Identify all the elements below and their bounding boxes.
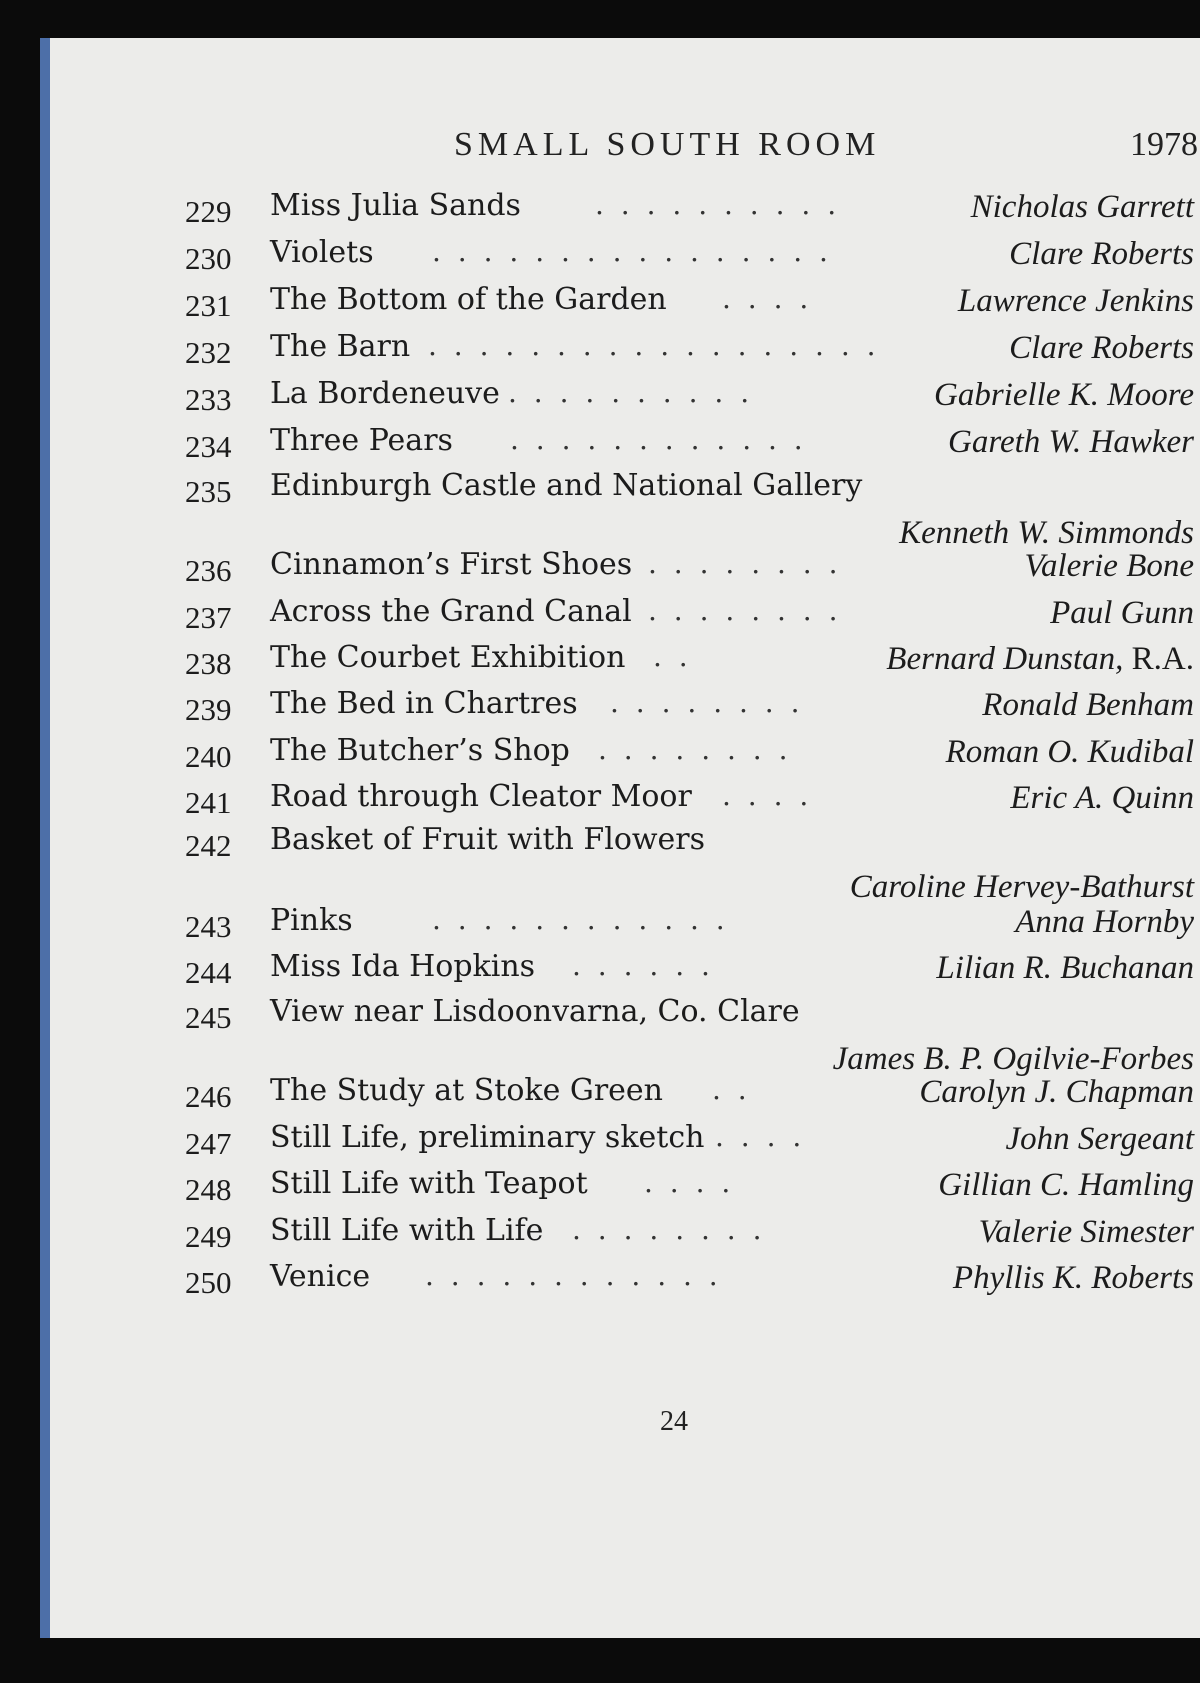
entry-title: Across the Grand Canal <box>270 594 632 629</box>
entry-row <box>50 901 1200 947</box>
entry-number: 235 <box>185 474 232 509</box>
dot-leader: . . <box>712 1073 751 1106</box>
entry-row <box>50 638 1200 684</box>
entry-artist: Gabrielle K. Moore <box>934 377 1194 413</box>
dot-leader: . . . . . . . . <box>598 733 792 766</box>
entry-number: 243 <box>185 909 232 944</box>
entry-number: 242 <box>185 828 232 863</box>
entry-number: 231 <box>185 288 232 323</box>
entry-row <box>50 947 1200 993</box>
entry-row <box>50 233 1200 279</box>
entry-row <box>50 731 1200 777</box>
entry-row <box>50 186 1200 232</box>
entry-artist: John Sergeant <box>1005 1121 1194 1157</box>
entry-title: Cinnamon’s First Shoes <box>270 547 633 582</box>
dot-leader: . . . . . . . . . . <box>595 188 841 221</box>
entry-title: The Bottom of the Garden <box>270 282 667 317</box>
dot-leader: . . . . . . . . <box>610 686 804 719</box>
entry-row <box>50 1118 1200 1164</box>
entry-row <box>50 820 1200 905</box>
dot-leader: . . . . . . . . . . . . . . . . <box>432 235 832 268</box>
entry-artist: Roman O. Kudibal <box>945 734 1194 770</box>
entry-artist: Valerie Simester <box>978 1214 1194 1250</box>
dot-leader: . . . . . . . . . . . . <box>510 423 807 456</box>
catalogue-page <box>40 38 1200 1638</box>
entry-row <box>50 992 1200 1077</box>
entry-title: Still Life with Life <box>270 1213 544 1248</box>
room-title: SMALL SOUTH ROOM <box>454 126 881 163</box>
page-header <box>50 126 1200 176</box>
entry-title: Violets <box>270 235 374 270</box>
entry-number: 244 <box>185 955 232 990</box>
entry-artist: Eric A. Quinn <box>1010 780 1194 816</box>
entry-number: 236 <box>185 553 232 588</box>
entry-title: View near Lisdoonvarna, Co. Clare <box>270 994 800 1029</box>
entry-artist: Ronald Benham <box>982 687 1194 723</box>
entry-number: 246 <box>185 1079 232 1114</box>
entry-artist: Carolyn J. Chapman <box>919 1074 1194 1110</box>
dot-leader: . . . . . . . . . . <box>508 376 754 409</box>
entry-row <box>50 1164 1200 1210</box>
entry-artist: Bernard Dunstan, R.A. <box>886 641 1194 677</box>
entry-number: 247 <box>185 1126 232 1161</box>
entry-number: 245 <box>185 1000 232 1035</box>
dot-leader: . . . . <box>722 779 813 812</box>
entry-artist: James B. P. Ogilvie-Forbes <box>832 1041 1194 1077</box>
entry-number: 233 <box>185 382 232 417</box>
entry-artist: Clare Roberts <box>1009 330 1194 366</box>
entry-row <box>50 374 1200 420</box>
entry-artist: Phyllis K. Roberts <box>952 1260 1194 1296</box>
dot-leader: . . . . . . . . . . . . <box>432 903 729 936</box>
entry-title: Miss Julia Sands <box>270 188 521 223</box>
artist-suffix: R.A. <box>1123 641 1194 677</box>
dot-leader: . . . . <box>722 282 813 315</box>
entry-artist: Clare Roberts <box>1009 236 1194 272</box>
dot-leader: . . . . . . . . <box>572 1213 766 1246</box>
entry-title: Three Pears <box>270 423 453 458</box>
page-number: 24 <box>660 1406 688 1437</box>
entry-title: The Courbet Exhibition <box>270 640 626 675</box>
entry-title: Venice <box>270 1259 371 1294</box>
entry-artist: Paul Gunn <box>1050 595 1194 631</box>
entry-title: La Bordeneuve <box>270 376 500 411</box>
entry-title: Pinks <box>270 903 353 938</box>
entry-row <box>50 421 1200 467</box>
entry-row <box>50 777 1200 823</box>
dot-leader: . . . . <box>715 1120 806 1153</box>
entry-title: Road through Cleator Moor <box>270 779 692 814</box>
dot-leader: . . <box>653 640 692 673</box>
entry-number: 229 <box>185 194 232 229</box>
entry-number: 238 <box>185 646 232 681</box>
entry-row <box>50 545 1200 591</box>
entry-title: Miss Ida Hopkins <box>270 949 536 984</box>
dot-leader: . . . . . . . . . . . . . . . . . . <box>428 329 880 362</box>
entry-title: Still Life with Teapot <box>270 1166 588 1201</box>
entry-number: 232 <box>185 335 232 370</box>
entry-artist: Anna Hornby <box>1015 904 1194 940</box>
entry-number: 234 <box>185 429 232 464</box>
entry-row <box>50 1211 1200 1257</box>
dot-leader: . . . . <box>644 1166 735 1199</box>
entry-row <box>50 1257 1200 1303</box>
entry-row <box>50 592 1200 638</box>
entry-number: 230 <box>185 241 232 276</box>
entry-title: Basket of Fruit with Flowers <box>270 822 706 857</box>
entry-number: 248 <box>185 1172 232 1207</box>
entry-row <box>50 280 1200 326</box>
entry-artist: Lilian R. Buchanan <box>936 950 1194 986</box>
entry-artist: Kenneth W. Simmonds <box>899 515 1194 551</box>
entry-number: 239 <box>185 692 232 727</box>
entry-title: The Study at Stoke Green <box>270 1073 663 1108</box>
entry-artist: Caroline Hervey-Bathurst <box>849 869 1194 905</box>
entry-title: The Barn <box>270 329 411 364</box>
year: 1978 <box>1130 126 1198 163</box>
entry-row <box>50 684 1200 730</box>
entry-artist: Nicholas Garrett <box>970 189 1194 225</box>
entry-number: 240 <box>185 739 232 774</box>
entry-row <box>50 327 1200 373</box>
entry-title: Edinburgh Castle and National Gallery <box>270 468 863 503</box>
entry-number: 249 <box>185 1219 232 1254</box>
entry-artist: Gillian C. Hamling <box>938 1167 1194 1203</box>
entry-artist: Valerie Bone <box>1024 548 1194 584</box>
entry-number: 241 <box>185 785 232 820</box>
dot-leader: . . . . . . <box>572 949 714 982</box>
entry-artist: Lawrence Jenkins <box>957 283 1194 319</box>
dot-leader: . . . . . . . . <box>648 547 842 580</box>
entry-title: The Butcher’s Shop <box>270 733 570 768</box>
entry-row <box>50 466 1200 551</box>
entry-number: 237 <box>185 600 232 635</box>
dot-leader: . . . . . . . . . . . . <box>425 1259 722 1292</box>
dot-leader: . . . . . . . . <box>648 594 842 627</box>
entry-number: 250 <box>185 1265 232 1300</box>
entry-title: Still Life, preliminary sketch <box>270 1120 705 1155</box>
entry-title: The Bed in Chartres <box>270 686 578 721</box>
entry-artist: Gareth W. Hawker <box>948 424 1194 460</box>
entry-row <box>50 1071 1200 1117</box>
